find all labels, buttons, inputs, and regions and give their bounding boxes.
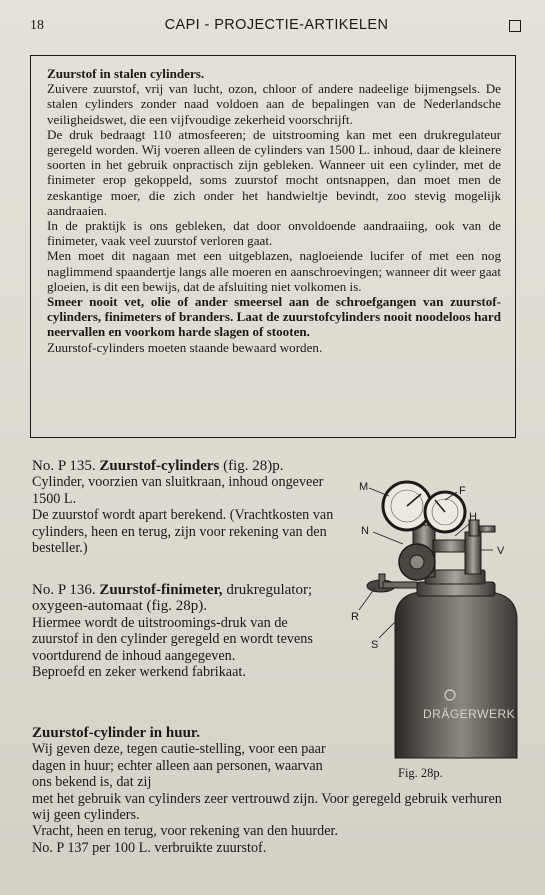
page-number: 18	[30, 18, 44, 33]
oxygen-notice-box	[30, 55, 516, 438]
hire-title: Zuurstof-cylinder in huur.	[32, 725, 200, 741]
notice-title: Zuurstof in stalen cylinders.	[47, 66, 205, 81]
label-h: H	[469, 511, 477, 523]
product-heading	[32, 458, 348, 474]
notice-paragraph: In de praktijk is ons gebleken, dat door onvoldoende aandraaiing, ook van de finimeter, vaak veel zuurstof verloren gaat.	[47, 218, 501, 249]
notice-closing: Zuurstof-cylinders moeten staande bewaard worden.	[47, 339, 323, 355]
product-description: Cylinder, voorzien van sluitkraan, inhoud ongeveer 1500 L.	[32, 474, 324, 507]
hire-text: met het gebruik van cylinders zeer vertrouwd zijn. Voor geregeld gebruik verhuren wij geen cylinders.	[32, 790, 502, 824]
notice-paragraph: Zuivere zuurstof, vrij van lucht, ozon, chloor of andere nadeelige bijmengsels. De stalen cylinders zonder naad voldoen aan de bepalingen van de Nederlandsche veiligheidswet, die een vijfvoudige zekerheid voorschrijft.	[47, 81, 501, 127]
running-title: CAPI - PROJECTIE-ARTIKELEN	[164, 17, 389, 33]
product-p135	[32, 458, 348, 556]
product-suffix: drukregulator; oxygeen-automaat (fig. 28p).	[32, 582, 313, 615]
product-number: No. P 135.	[32, 458, 96, 474]
product-description: per 100 L. verbruikte zuurstof.	[92, 839, 267, 856]
oxygen-cylinder-illustration	[345, 470, 530, 760]
product-name: Zuurstof-cylinders	[99, 458, 220, 474]
hire-freight: Vracht, heen en terug, voor rekening van den huurder.	[32, 823, 339, 840]
product-number: No. P 136.	[32, 582, 96, 598]
label-v: V	[497, 545, 505, 557]
notice-paragraph: Men moet dit nagaan met een uitgeblazen, nagloeiende lucifer of met een nog naglimmend spaandertje langs alle moeren en aanschroevingen; wanneer dit weer gaat gloeien, is dit een bewijs, dat de afsluiting niet volkomen is.	[47, 248, 501, 294]
notice-warning: Smeer nooit vet, olie of ander smeersel aan de schroefgangen van zuurstof-cylinders, finimeters of branders. Laat de zuurstofcylinders nooit noodeloos hard neervallen en voorkom harde slagen of stooten.	[47, 294, 501, 340]
label-m: M	[359, 481, 369, 493]
label-s: S	[371, 639, 379, 651]
product-description: Beproefd en zeker werkend fabrikaat.	[32, 664, 246, 681]
label-r: R	[351, 611, 359, 623]
product-description: De zuurstof wordt apart berekend. (Vrachtkosten van cylinders, heen en terug, zijn voor rekening van den besteller.)	[32, 507, 334, 557]
cylinder-brand: DRÄGERWERK	[423, 707, 516, 721]
square-ornament-icon	[509, 20, 521, 32]
product-suffix: (fig. 28)p.	[223, 458, 284, 474]
notice-paragraph: De druk bedraagt 110 atmosfeeren; de uitstrooming kan met een drukregulateur geregeld worden. Wij voeren alleen de cylinders van 1500 L. inhoud, daar de kleinere soorten in het gebruik onpractisch zijn gebleken. Wanneer uit een cylinder, met de finimeter erop gekoppeld, soms zuurstof mocht ontsnappen, dan moet men de zeskantige moer, die zich onder het handwieltje bevindt, zoo stevig mogelijk aandraaien.	[47, 126, 501, 218]
product-number: No. P 137	[32, 839, 89, 856]
hire-text: Wij geven deze, tegen cautie-stelling, voor een paar dagen in huur; echter alleen aan personen, waarvan ons bekend is, dat zij	[32, 741, 326, 791]
label-n: N	[361, 525, 369, 537]
figure-caption: Fig. 28p.	[398, 766, 443, 780]
page-header	[30, 14, 523, 34]
label-f: F	[459, 485, 466, 497]
product-name: Zuurstof-finimeter,	[99, 582, 223, 598]
product-heading	[32, 582, 332, 615]
product-p137	[32, 840, 522, 856]
product-description: Hiermee wordt de uitstroomings-druk van de zuurstof in den cylinder geregeld en wordt tevens voortdurend de inhoud aangegeven.	[32, 614, 313, 664]
product-p136	[32, 582, 332, 680]
